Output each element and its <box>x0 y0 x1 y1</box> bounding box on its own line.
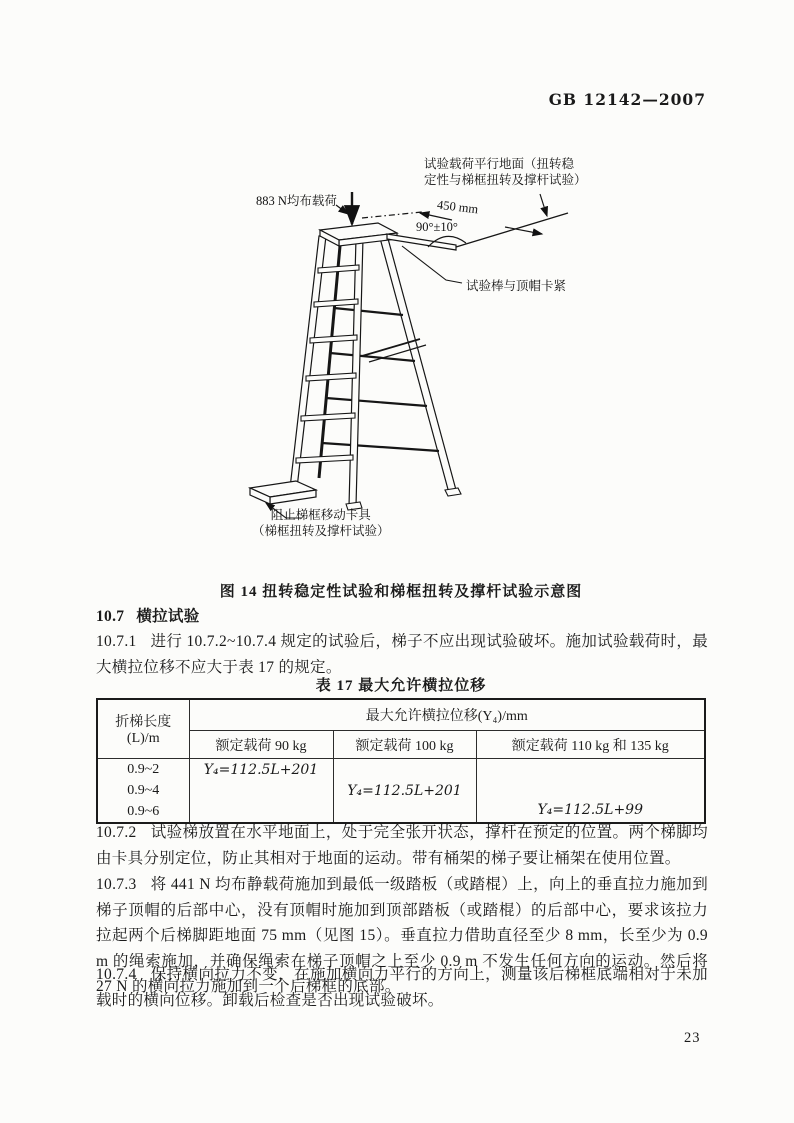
table-header-90kg: 额定载荷 90 kg <box>189 731 333 759</box>
paragraph-10-7-4 <box>96 962 708 1013</box>
page-number: 23 <box>684 1030 701 1046</box>
dimension-450mm-label: 450 mm <box>436 197 480 217</box>
paragraph-text: 试验梯放置在水平地面上，处于完全张开状态，撑杆在预定的位置。两个梯脚均由卡具分别定位，防止其相对于地面的运动。带有桶架的梯子要让桶架在使用位置。 <box>96 824 708 867</box>
section-heading-10-7 <box>96 604 708 630</box>
table-row-length-1: 0.9~2 <box>97 759 189 781</box>
load-direction-label-line1: 试验载荷平行地面（扭转稳 <box>424 157 575 171</box>
clamp-label-line2: （梯框扭转及撑杆试验） <box>252 524 390 538</box>
paragraph-number: 10.7.3 <box>96 876 137 893</box>
load-direction-label <box>424 156 587 188</box>
load-label: 883 N均布载荷 <box>256 194 337 208</box>
table-formula-110-135kg: Y₄=112.5L+99 <box>476 759 705 824</box>
clamp-label-line1: 阻止梯框移动卡具 <box>270 508 371 522</box>
test-rod-label: 试验棒与顶帽卡紧 <box>466 279 567 293</box>
load-direction-label-line2: 定性与梯框扭转及撑杆试验） <box>424 173 587 187</box>
table-formula-90kg: Y₄=112.5L+201 <box>189 759 333 824</box>
paragraph-10-7-2 <box>96 820 708 871</box>
angle-label: 90°±10° <box>416 220 458 234</box>
paragraph-number: 10.7.4 <box>96 966 137 983</box>
standard-number: GB 12142—2007 <box>548 90 706 109</box>
paragraph-text: 保持横向拉力不变，在施加横向力平行的方向上，测量该后梯框底端相对于未加载时的横向位移。卸载后检查是否出现试验破坏。 <box>96 966 708 1009</box>
table-title: 表 17 最大允许横拉位移 <box>315 678 487 694</box>
paragraph-text: 将 441 N 均布静载荷施加到最低一级踏板（或踏棍）上，向上的垂直拉力施加到梯子顶帽的后部中心，没有顶帽时施加到顶部踏板（或踏棍）的后部中心，要求该拉力拉起两个后梯脚距地面 75 mm（见图 15）。垂直拉力借助直径至少 8 mm，长至少为 0.9 m 的绳索施加，并确保绳索在梯子顶帽之上至少 0.9 m 不发生任何方向的运动。然后将 27 N 的横向拉力施加到一个后梯框的底部。 <box>96 876 708 995</box>
table-header-110-135kg: 额定载荷 110 kg 和 135 kg <box>476 731 705 759</box>
clamp-label <box>252 507 390 539</box>
table-formula-100kg: Y₄=112.5L+201 <box>333 759 476 824</box>
table-header-100kg: 额定载荷 100 kg <box>333 731 476 759</box>
paragraph-number: 10.7.1 <box>96 633 137 650</box>
table-span-header: 最大允许横拉位移(Y₄)/mm <box>189 699 705 731</box>
table-row-length-3: 0.9~6 <box>97 801 189 823</box>
paragraph-text: 进行 10.7.2~10.7.4 规定的试验后，梯子不应出现试验破坏。施加试验载荷时，最大横拉位移不应大于表 17 的规定。 <box>96 633 708 676</box>
section-number: 10.7 <box>96 608 125 625</box>
paragraph-10-7-1 <box>96 629 708 680</box>
figure-caption: 图 14 扭转稳定性试验和梯框扭转及撑杆试验示意图 <box>219 584 583 600</box>
table-17 <box>96 698 706 824</box>
table-row-length-2: 0.9~4 <box>97 780 189 801</box>
ladder-test-diagram <box>90 150 710 570</box>
paragraph-number: 10.7.2 <box>96 824 137 841</box>
section-title: 横拉试验 <box>136 608 200 625</box>
table-col1-header: 折梯长度(L)/m <box>97 699 189 759</box>
